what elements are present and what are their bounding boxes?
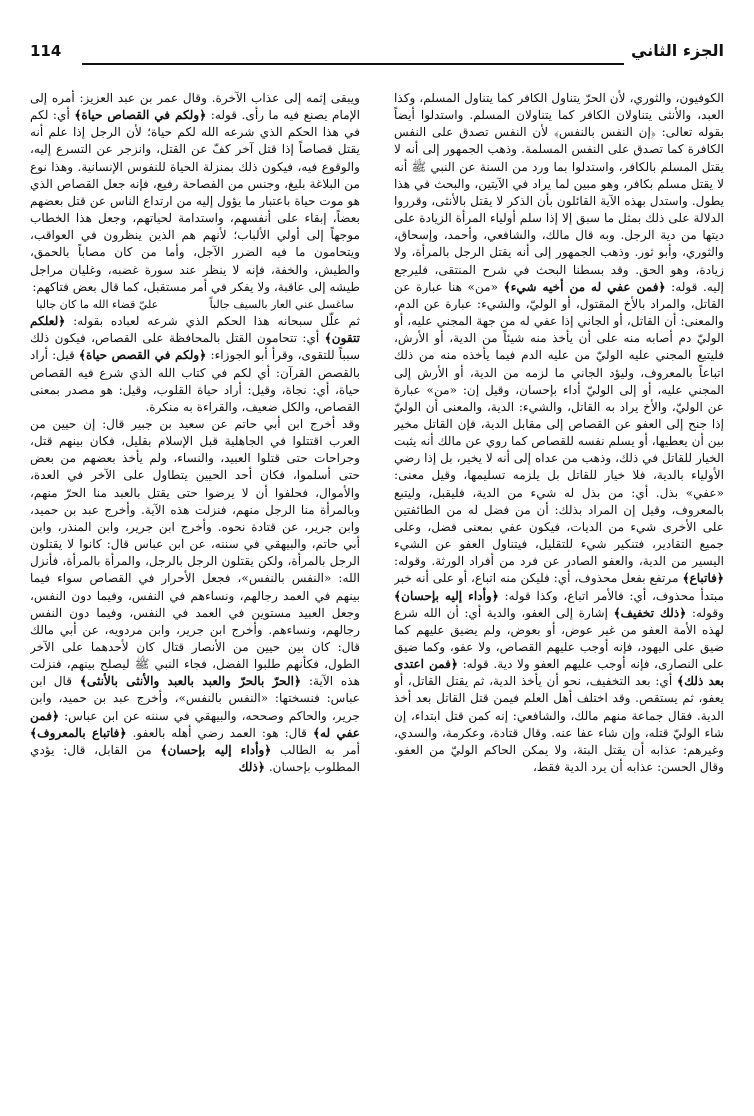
header-rule	[82, 63, 624, 65]
running-head: الجزء الثاني	[631, 41, 724, 60]
quran-quote: ﴿فاتباع بالمعروف﴾	[30, 725, 127, 740]
text-paragraph: الكوفيون، والثوري، لأن الحرّ يتناول الكافر كما يتناول المسلم، وكذا العبد، والأنثى يتناولان الكافر كما يتناولان المسلم. واستدلوا أيضاً بقوله تعالى: ﴿إن النفس بالنفس﴾ لأن النفس تصدق على النفس الكافرة كما تصدق على النفس المسلمة. وذهب الجمهور إلى أنه لا يقتل المسلم بالكافر، واستدلوا بما ورد من السنة عن النبي ﷺ أنه لا يقتل مسلم بكافر، وهو مبين لما يراد في الآيتين، والبحث في هذا يطول. واستدل بهذه الآية القائلون بأن الذكر لا يقتل بالأنثى، وقرروا الدلالة على ذلك بمثل ما سبق إلا إذا سلم أولياء المرأة الزيادة على ديتها من دية الرجل. وبه قال مالك، والشافعي، وأحمد، وإسحاق، والثوري، وأبو ثور. وذهب الجمهور إلى أنه يقتل الرجل بالمرأة، ولا زيادة، وهو الحق. وقد بسطنا البحث في شرح المنتقى، فليرجع إليه. قوله: ﴿فمن عفي له من أخيه شيء﴾ «من» هنا عبارة عن القاتل، والمراد بالأخ المقتول، أو الوليّ، والشيء: عبارة عن الدم، والمعنى: أن القاتل، أو الجاني إذا عفي له من جهة المجني عليه، أو الوليّ دم أصابه منه على أن يأخذ منه شيئاً من الدية، أو الأرش، فليتبع المجني عليه الوليّ من عليه الدم فيما يأخذه منه من ذلك اتباعاً بالمعروف، وليؤد الجاني ما لزمه من الدية، أو الأرش إلى المجني عليه، أو إلى الوليّ أداء بإحسان، وقيل إن: «من» عبارة عن الوليّ، والأخ يراد به القاتل، والشيء: الدية، والمعنى أن الوليّ إذا جنح إلى العفو عن القصاص إلى مقابل الدية، فإن القاتل مخير بين أن يعطيها، أو يسلم نفسه للقصاص كما روي عن مالك أنه يثبت الخيار للقاتل في ذلك، وذهب من عداه إلى أنه لا يخير، بل إذا رضي الأولياء بالدية، فلا خيار للقاتل بل يلزمه تسليمها، وقيل معنى: «عفي» بذل. أي: من بذل له شيء من الدية، فليقبل، وليتبع بالمعروف، وقيل إن المراد بذلك: أن من فضل له من الطائفتين على الأخرى شيء من الديات، فيكون عفي بمعنى فضل، وعلى جميع التقادير، فتنكير شيء للتقليل، فيتناول العفو عن الشيء اليسير من الدية، والعفو الصادر عن فرد من أفراد الورثة. وقوله: ﴿فاتباع﴾ مرتفع بفعل محذوف، أي: فليكن منه اتباع، أو على أنه خبر مبتدأ محذوف، أي: فالأمر اتباع، وكذا قوله: ﴿وأداء إليه بإحسان﴾ وقوله: ﴿ذلك تخفيف﴾ إشارة إلى العفو، والدية أي: أن الله شرع لهذه الأمة العفو من غير عوض، أو بعوض، ولم يضيق عليهم كما ضيق على اليهود، فإنه أوجب عليهم القصاص، ولا عفو، وكما ضيق على النصارى، فإنه أوجب عليهم العفو ولا دية. قوله: ﴿فمن اعتدى بعد ذلك﴾ أي: بعد التخفيف، نحو أن يأخذ الدية، ثم يقتل القاتل، أو يعفو، ثم يستقص. وقد اختلف أهل العلم فيمن قتل القاتل بعد أخذ الدية. فقال جماعة منهم مالك، والشافعي: إنه كمن قتل ابتداء، إن شاء الوليّ قتله، وإن شاء عفا عنه. وقال قتادة، وعكرمة، والسدي، وغيرهم: عذابه أن يقتل البتة، ولا يمكن الحاكم الوليّ من العفو. وقال الحسن: عذابه أن يرد الدية فقط،	[394, 91, 724, 775]
quran-quote: ﴿ولكم في القصص حياة﴾	[78, 348, 207, 363]
quran-quote: ﴿فاتباع﴾	[682, 571, 724, 586]
text-paragraph: ثم علّل سبحانه هذا الحكم الذي شرعه لعباده بقوله: ﴿لعلكم تتقون﴾ أي: تتحامون القتل بالمحافظة على القصاص، فيكون ذلك سبباً للتقوى، وقرأ أبو الجوزاء: ﴿ولكم في القصص حياة﴾ قيل: أراد بالقصص القرآن: أي لكم في كتاب الله الذي شرع فيه القصاص حياة، أي: نجاة، وقيل: أراد حياة القلوب، وقيل: هو مصدر بمعنى القصاص، والكل ضعيف، والقراءة به منكرة.	[30, 314, 360, 414]
text-paragraph: ويبقى إثمه إلى عذاب الآخرة. وقال عمر بن عبد العزيز: أمره إلى الإمام يصنع فيه ما رأى. قوله: ﴿ولكم في القصاص حياة﴾ أي: لكم في هذا الحكم الذي شرعه الله لكم حياة؛ لأن الرجل إذا علم أنه يقتل قصاصاً إذا قتل آخر كفّ عن القتل، وانزجر عن التسرع إليه، والوقوع فيه، فيكون ذلك بمنزلة الحياة للنفوس الإنسانية. وهذا نوع من البلاغة بليغ، وجنس من الفصاحة رفيع، فإنه جعل القصاص الذي هو موت حياة باعتبار ما يؤول إليه من ارتداع الناس عن قتل بعضهم بعضاً، إبقاء على أنفسهم، واستدامة لحياتهم، وجعل هذا الخطاب موجهاً إلى أولي الألباب؛ لأنهم هم الذين ينظرون في العواقب، ويتحامون ما فيه الضرر الآجل، وأما من كان مصاباً بالحمق، والطيش، والخفة، فإنه لا ينظر عند سورة غضبه، وغليان مراجل طيشه إلى عاقبة، ولا يفكر في أمر مستقبل، كما قال بعض فتاكهم:	[30, 91, 360, 294]
verse-hemistich-second: عليّ قضاء الله ما كان جالبا	[36, 297, 159, 311]
text-paragraph: وقد أخرج ابن أبي حاتم عن سعيد بن جبير قال: إن حيين من العرب اقتتلوا في الجاهلية قبل الإسلام بقليل، فكان بينهم قتل، وجراحات حتى قتلوا العبيد، والنساء، ولم يأخذ بعضهم من بعض حتى أسلموا، فكان أحد الحيين يتطاول على الآخر في العدة، والأموال، فحلفوا أن لا يرضوا حتى يقتل بالعبد منا الحرّ منهم، وبالمرأة منا الرجل منهم، فنزلت هذه الآية. وأخرج عبد بن حميد، وابن جرير، عن قتادة نحوه. وأخرج ابن جرير، وابن المنذر، وابن أبي حاتم، والبيهقي في سننه، عن ابن عباس قال: كانوا لا يقتلون الرجل بالمرأة، ولكن يقتلون الرجل بالرجل، والمرأة بالمرأة، فأنزل الله: «النفس بالنفس»، فجعل الأحرار في القصاص سواء فيما بينهم في العمد رجالهم، ونساءهم في النفس، وفيما دون النفس، وجعل العبيد مستوين في العمد في النفس، وفيما دون النفس رجالهم، ونساءهم. وأخرج ابن جرير، وابن مردويه، عن أبي مالك قال: كان بين حيين من الأنصار قتال كان لأحدهما على الآخر الطول، فكأنهم طلبوا الفضل، فجاء النبي ﷺ ليصلح بينهم، فنزلت هذه الآية: ﴿الحرّ بالحرّ والعبد بالعبد والأنثى بالأنثى﴾ قال ابن عباس: فنسختها: «النفس بالنفس»، وأخرج عبد بن حميد، وابن جرير، والحاكم وصححه، والبيهقي في سننه عن ابن عباس: ﴿فمن عفي له﴾ قال: هو: العمد رضي أهله بالعفو. ﴿فاتباع بالمعروف﴾ أمر به الطالب ﴿وأداء إليه بإحسان﴾ من القابل، قال: يؤدي المطلوب بإحسان. ﴿ذلك	[30, 416, 360, 775]
poetry-verse	[30, 296, 360, 313]
quran-quote: ﴿ذلك	[238, 760, 265, 775]
page-number: 114	[30, 42, 62, 60]
verse-hemistich-first: ساغسل عني العار بالسيف جالباً	[209, 297, 354, 311]
quran-quote: ﴿لعلكم تتقون﴾	[30, 314, 360, 346]
page-header	[30, 40, 724, 64]
quran-quote: ﴿فمن عفي له﴾	[30, 708, 360, 740]
left-column	[30, 90, 360, 1095]
quran-quote: ﴿وأداء إليه بإحسان﴾	[394, 588, 499, 603]
quran-quote: ﴿ولكم في القصاص حياة﴾	[74, 108, 207, 123]
quran-quote: ﴿فمن عفي له من أخيه شيء﴾	[503, 279, 666, 294]
quran-quote: ﴿فمن اعتدى بعد ذلك﴾	[394, 657, 724, 689]
quran-quote: ﴿الحرّ بالحرّ والعبد بالعبد والأنثى بالأنثى﴾	[79, 674, 302, 689]
quran-quote: ﴿وأداء إليه بإحسان﴾	[160, 742, 272, 757]
right-column	[394, 90, 724, 1095]
quran-quote: ﴿ذلك تخفيف﴾	[613, 605, 687, 620]
